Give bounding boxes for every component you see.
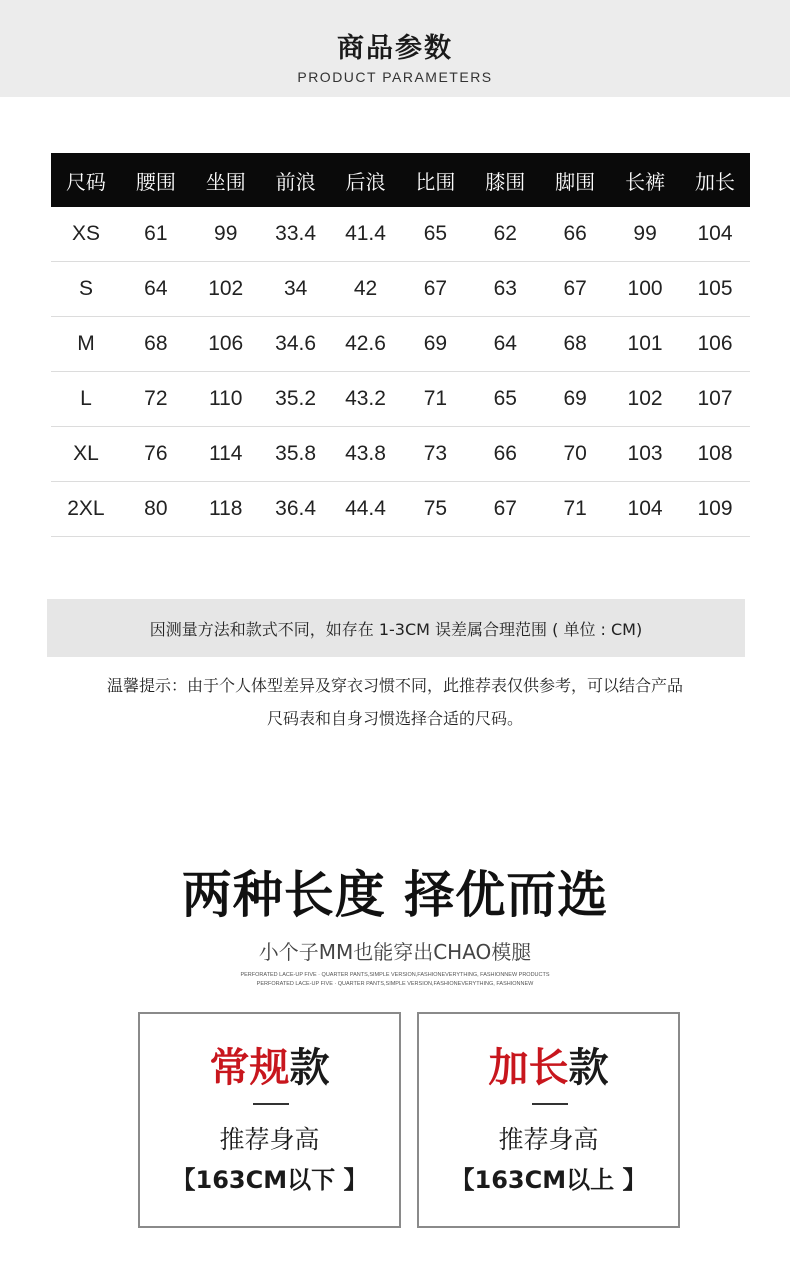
measurement-cell: 42 — [331, 262, 401, 317]
measurement-cell: 76 — [121, 427, 191, 482]
card-title-accent: 加长 — [488, 1045, 569, 1091]
measurement-cell: 102 — [610, 372, 680, 427]
measurement-cell: 67 — [400, 262, 470, 317]
measurement-cell: 62 — [470, 207, 540, 262]
card-height: 【163CM以上 】 — [450, 1166, 647, 1194]
header-cell: 膝围 — [470, 153, 540, 207]
card-height: 【163CM以下 】 — [171, 1166, 368, 1194]
section-subtitle: PRODUCT PARAMETERS — [297, 69, 493, 85]
size-cell: S — [51, 262, 121, 317]
measurement-cell: 102 — [191, 262, 261, 317]
measurement-cell: 68 — [121, 317, 191, 372]
section-header — [0, 0, 790, 97]
promo-subtitle: 小个子MM也能穿出CHAO模腿 — [258, 940, 532, 964]
card-title — [419, 1044, 678, 1092]
measurement-cell: 43.8 — [331, 427, 401, 482]
measurement-cell: 67 — [540, 262, 610, 317]
measurement-cell: 35.2 — [261, 372, 331, 427]
measurement-note: 因测量方法和款式不同，如存在 1-3CM 误差属合理范围 ( 单位 : CM) — [47, 599, 745, 657]
measurement-cell: 33.4 — [261, 207, 331, 262]
tip-line-1: 温馨提示：由于个人体型差异及穿衣习惯不同，此推荐表仅供参考，可以结合产品 — [106, 676, 683, 695]
measurement-cell: 64 — [470, 317, 540, 372]
promo-small-text-2: PERFORATED LACE-UP FIVE · QUARTER PANTS,SIMPLE VERSION,FASHIONEVERYTHING, FASHIONNEW — [256, 981, 534, 987]
table-row — [51, 427, 750, 482]
measurement-cell: 106 — [191, 317, 261, 372]
measurement-cell: 35.8 — [261, 427, 331, 482]
measurement-cell: 110 — [191, 372, 261, 427]
measurement-cell: 109 — [680, 482, 750, 537]
promo-small-text-1: PERFORATED LACE-UP FIVE · QUARTER PANTS,SIMPLE VERSION,FASHIONEVERYTHING, FASHIONNEW PRODUCTS — [240, 972, 550, 978]
header-cell: 坐围 — [191, 153, 261, 207]
measurement-cell: 101 — [610, 317, 680, 372]
measurement-cell: 69 — [400, 317, 470, 372]
measurement-cell: 65 — [470, 372, 540, 427]
table-row — [51, 482, 750, 537]
measurement-cell: 70 — [540, 427, 610, 482]
measurement-cell: 41.4 — [331, 207, 401, 262]
measurement-cell: 69 — [540, 372, 610, 427]
card-title-rest: 款 — [568, 1045, 609, 1091]
header-cell: 前浪 — [261, 153, 331, 207]
measurement-cell: 61 — [121, 207, 191, 262]
card-label: 推荐身高 — [219, 1125, 320, 1154]
card-title-rest: 款 — [289, 1045, 330, 1091]
measurement-cell: 66 — [470, 427, 540, 482]
section-title: 商品参数 — [337, 33, 453, 64]
measurement-cell: 104 — [610, 482, 680, 537]
tip-line-2: 尺码表和自身习惯选择合适的尺码。 — [266, 709, 523, 728]
card-divider — [532, 1103, 568, 1105]
table-row — [51, 317, 750, 372]
measurement-cell: 44.4 — [331, 482, 401, 537]
measurement-cell: 64 — [121, 262, 191, 317]
table-row — [51, 262, 750, 317]
measurement-cell: 34 — [261, 262, 331, 317]
measurement-cell: 75 — [400, 482, 470, 537]
measurement-cell: 66 — [540, 207, 610, 262]
measurement-cell: 73 — [400, 427, 470, 482]
measurement-cell: 106 — [680, 317, 750, 372]
header-cell: 加长 — [680, 153, 750, 207]
measurement-cell: 67 — [470, 482, 540, 537]
promo-title: 两种长度 择优而选 — [181, 866, 609, 924]
measurement-cell: 103 — [610, 427, 680, 482]
size-cell: XS — [51, 207, 121, 262]
card-title — [140, 1044, 399, 1092]
size-cell: M — [51, 317, 121, 372]
measurement-cell: 34.6 — [261, 317, 331, 372]
measurement-cell: 105 — [680, 262, 750, 317]
measurement-cell: 72 — [121, 372, 191, 427]
long-length-card — [417, 1012, 680, 1228]
header-cell: 脚围 — [540, 153, 610, 207]
size-cell: 2XL — [51, 482, 121, 537]
table-row — [51, 207, 750, 262]
header-cell: 长裤 — [610, 153, 680, 207]
header-cell: 比围 — [400, 153, 470, 207]
card-label: 推荐身高 — [498, 1125, 599, 1154]
measurement-cell: 118 — [191, 482, 261, 537]
measurement-cell: 80 — [121, 482, 191, 537]
card-divider — [253, 1103, 289, 1105]
measurement-cell: 108 — [680, 427, 750, 482]
card-title-accent: 常规 — [209, 1045, 290, 1091]
header-cell: 腰围 — [121, 153, 191, 207]
measurement-cell: 71 — [400, 372, 470, 427]
size-cell: XL — [51, 427, 121, 482]
measurement-cell: 104 — [680, 207, 750, 262]
measurement-cell: 114 — [191, 427, 261, 482]
table-row — [51, 372, 750, 427]
measurement-cell: 63 — [470, 262, 540, 317]
measurement-cell: 107 — [680, 372, 750, 427]
measurement-cell: 65 — [400, 207, 470, 262]
measurement-cell: 71 — [540, 482, 610, 537]
size-chart-table — [51, 153, 750, 537]
header-cell: 后浪 — [331, 153, 401, 207]
measurement-cell: 36.4 — [261, 482, 331, 537]
measurement-cell: 99 — [191, 207, 261, 262]
header-cell: 尺码 — [51, 153, 121, 207]
measurement-cell: 43.2 — [331, 372, 401, 427]
table-header-row — [51, 153, 750, 207]
measurement-cell: 68 — [540, 317, 610, 372]
measurement-cell: 99 — [610, 207, 680, 262]
measurement-cell: 42.6 — [331, 317, 401, 372]
regular-length-card — [138, 1012, 401, 1228]
measurement-cell: 100 — [610, 262, 680, 317]
size-cell: L — [51, 372, 121, 427]
